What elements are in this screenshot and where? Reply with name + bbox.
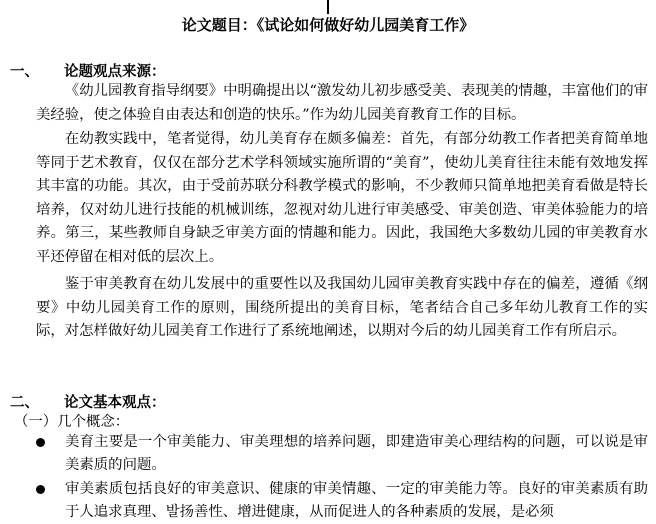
section-2-number: 二、 xyxy=(10,395,39,411)
bullet-item-1 xyxy=(36,431,648,477)
section-1-number: 一、 xyxy=(10,64,39,80)
bullet-item-1-text: 美育主要是一个审美能力、审美理想的培养问题，即建造审美心理结构的问题，可以说是审美素质的问题。 xyxy=(65,434,648,473)
section-2-heading xyxy=(10,393,166,413)
section-2-heading-text: 论文基本观点： xyxy=(64,395,166,411)
bullet-item-2-text: 审美素质包括良好的审美意识、健康的审美情趣、一定的审美能力等。良好的审美素质有助于人追求真理、발扬善性、增进健康，从而促进人的各种素质的发展，是必须 xyxy=(65,481,648,520)
bullet-dot-icon xyxy=(36,438,45,447)
section-1-paragraph-1: 《幼儿园教育指导纲要》中明确提出以“激发幼儿初步感受美、表现美的情趣，丰富他们的审美经验，使之体验自由表达和创造的快乐。”作为幼儿园美育教育工作的目标。 xyxy=(36,83,648,123)
section-1-paragraph-2: 在幼教实践中，笔者觉得，幼儿美育存在颇多偏差：首先，有部分幼教工作者把美育简单地等同于艺术教育，仅仅在部分艺术学科领域实施所谓的“美育”，使幼儿美育往往未能有效地发挥其丰富的功能。其次，由于受前苏联分科教学模式的影响，不少教师只简单地把美育看做是特长培养，仅对幼儿进行技能的机械训练，忽视对幼儿进行审美感受、审美创造、审美体验能力的培养。第三，某些教师自身缺乏审美方面的情趣和能力。因此，我国绝大多数幼儿园的审美教育水平还停留在相对低的层次上。 xyxy=(36,131,648,265)
section-1-heading xyxy=(10,62,166,82)
bullet-dot-icon xyxy=(36,485,45,494)
document-title: 论文题目：《试论如何做好幼儿园美育工作》 xyxy=(181,16,475,34)
section-1-paragraph-3: 鉴于审美教育在幼儿发展中的重要性以及我国幼儿园审美教育实践中存在的偏差，遵循《纲要》中幼儿园美育工作的原则，围绕所提出的美育目标，笔者结合自己多年幼儿教育工作的实际，对怎样做好幼儿园美育工作进行了系统地阐述，以期对今后的幼儿园美育工作有所启示。 xyxy=(36,276,648,340)
text-cursor xyxy=(327,0,329,14)
bullet-item-2 xyxy=(36,478,648,524)
subsection-concepts: （一）几个概念： xyxy=(14,414,130,430)
section-1-heading-text: 论题观点来源： xyxy=(64,64,166,80)
